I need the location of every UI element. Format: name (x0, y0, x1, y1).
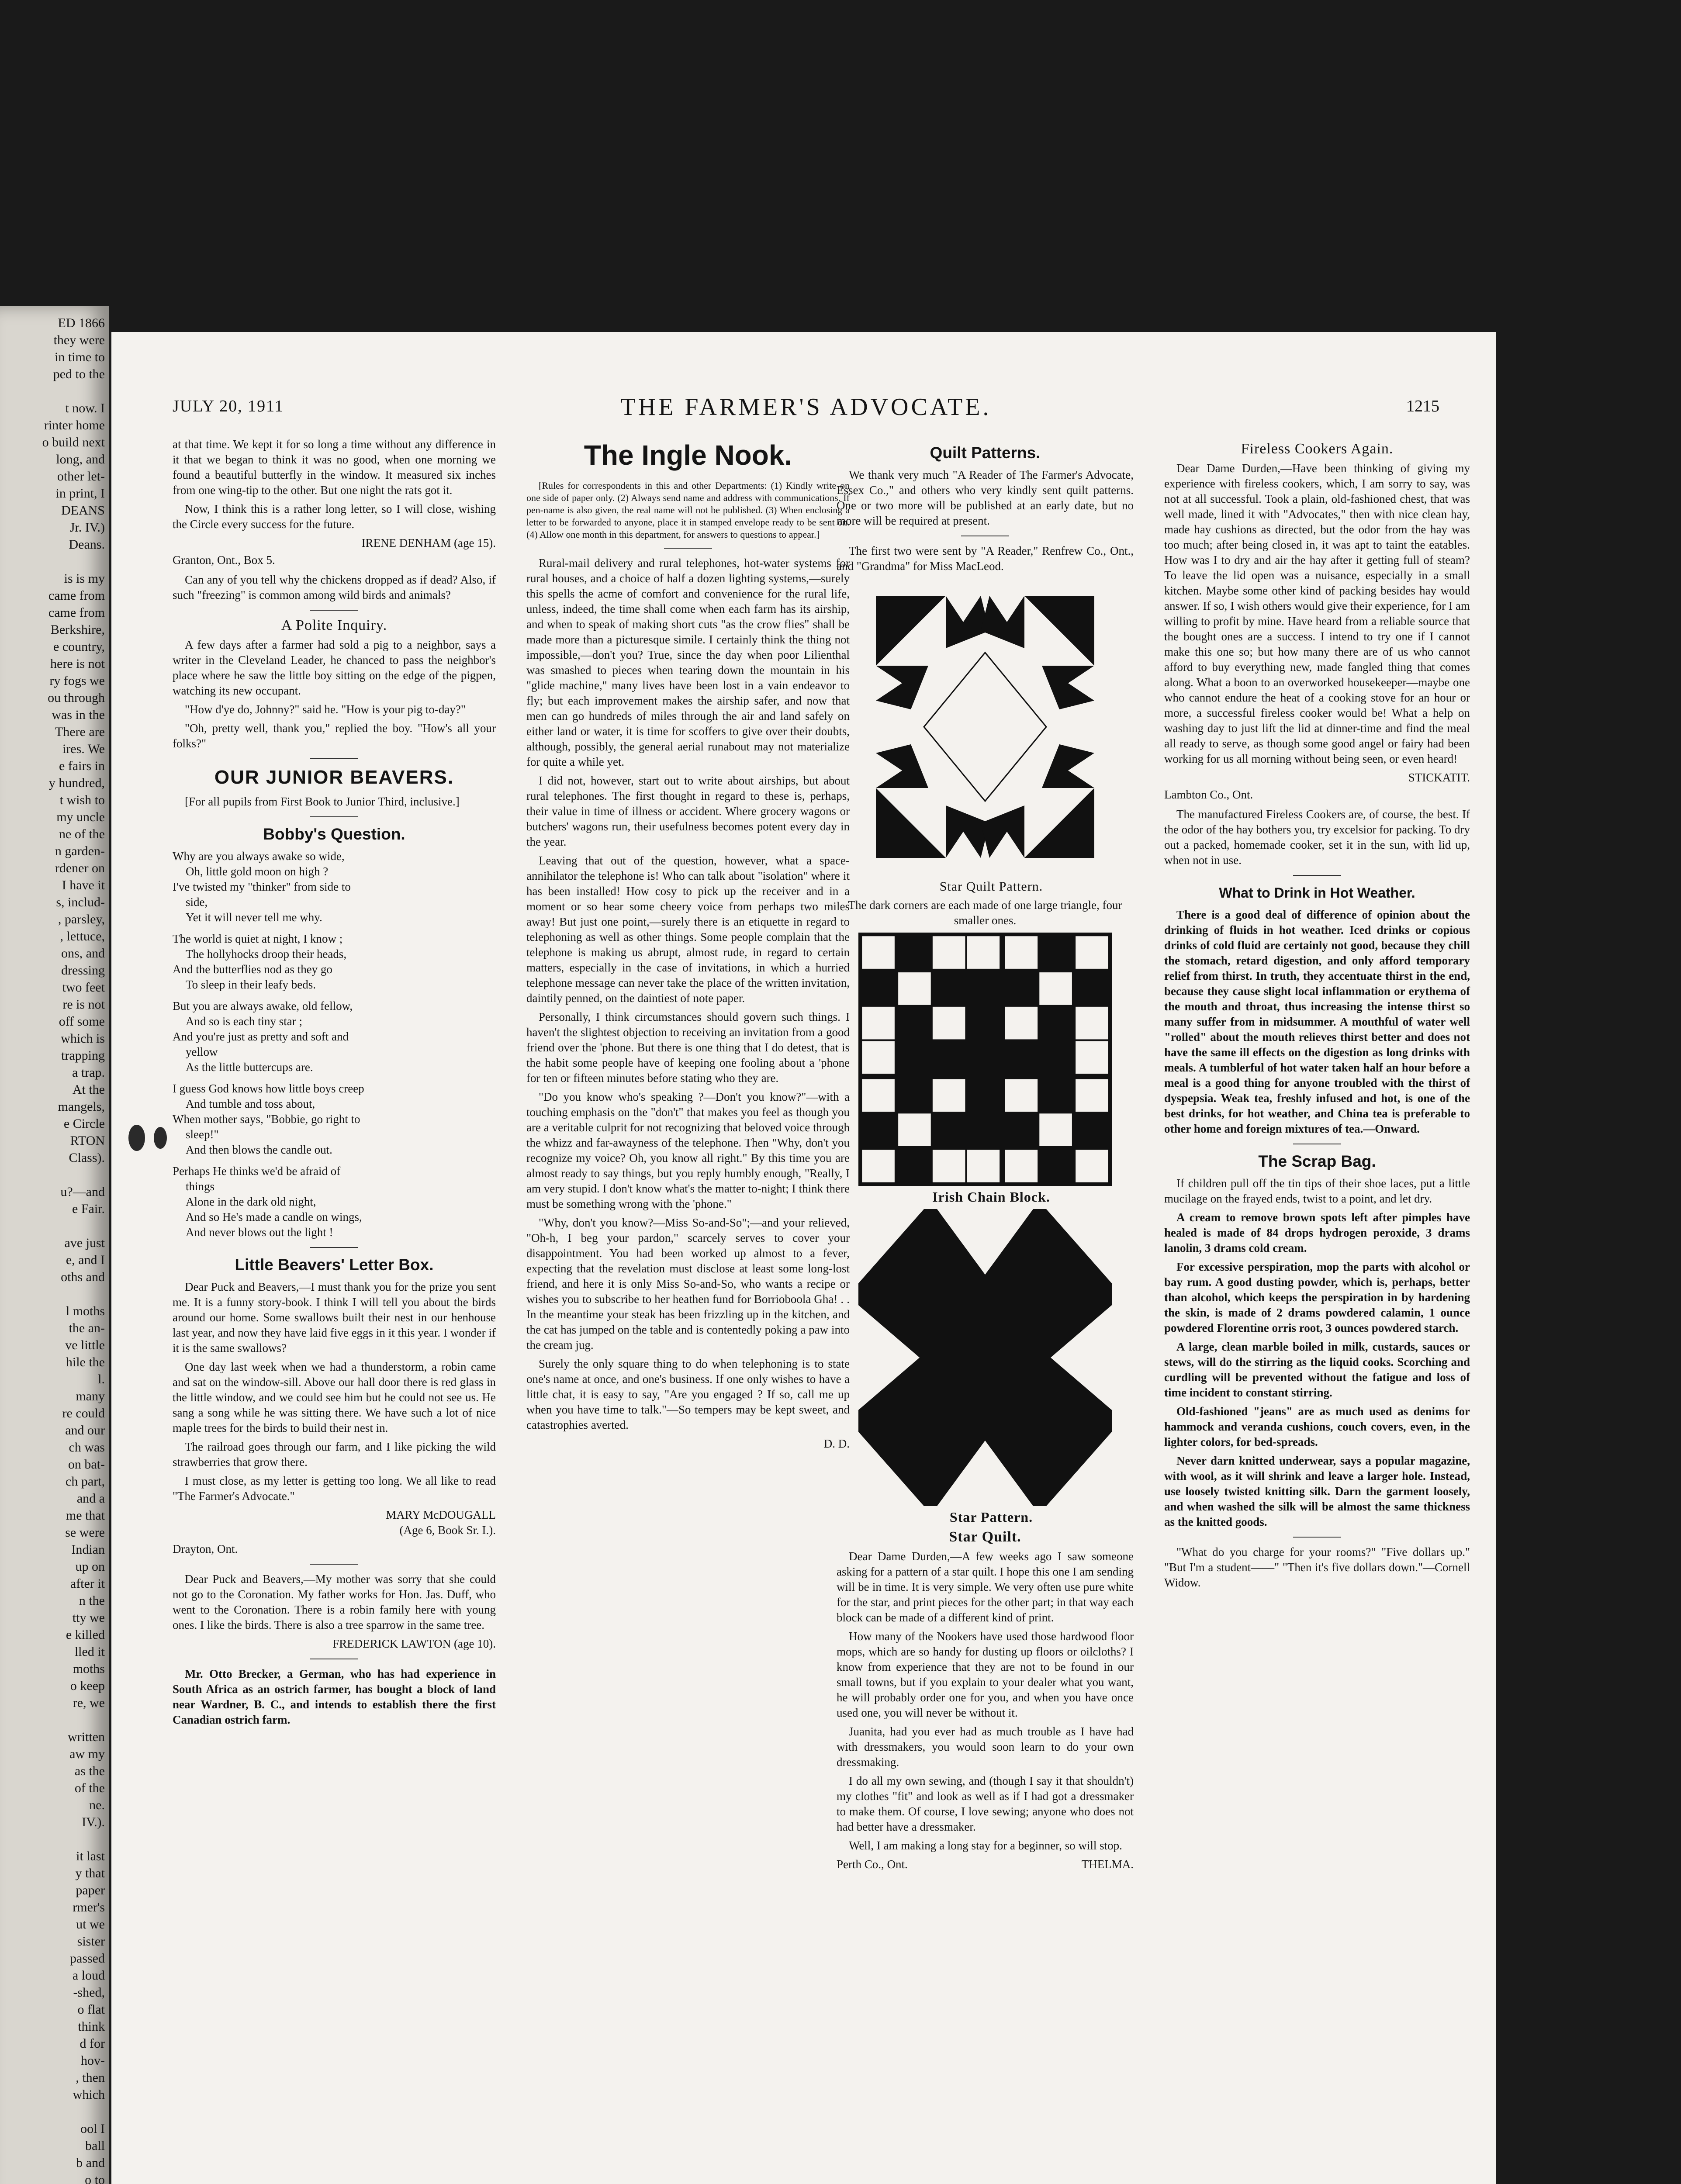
adjacent-page-line: e Fair. (72, 1202, 105, 1216)
adjacent-page-line: re, we (73, 1696, 105, 1710)
divider (1293, 875, 1341, 876)
paragraph: The manufactured Fireless Cookers are, of course, the best. If the odor of the hay bothers you, try excelsior for packing. To dry out a packed, homemade cooker, set it in the sun, with lid up, when not in use. (1164, 808, 1470, 867)
paragraph: We thank very much "A Reader of The Farmer's Advocate, Essex Co.," and others who very kindly sent quilt patterns. One or two more will be published at an early date, but no more will be required at present. (837, 468, 1134, 527)
adjacent-page-line: ED 1866 (58, 316, 105, 330)
paragraph: The first two were sent by "A Reader," Renfrew Co., Ont., and "Grandma" for Miss MacLeod. (837, 544, 1134, 573)
adjacent-page-line: o flat (77, 2002, 105, 2017)
adjacent-page-line: e fairs in (59, 759, 105, 773)
paragraph: Can any of you tell why the chickens dropped as if dead? Also, if such "freezing" is common among wild birds and animals? (173, 573, 496, 601)
adjacent-page-line: me that (66, 1508, 105, 1523)
place-line: Granton, Ont., Box 5. (173, 553, 275, 567)
divider (664, 548, 712, 549)
adjacent-page-line: ve little (65, 1338, 105, 1352)
adjacent-page-line: ons, and (61, 946, 105, 961)
poem-line (173, 1158, 496, 1164)
adjacent-page-line: ped to the (53, 367, 105, 381)
adjacent-page-line: in print, I (55, 486, 105, 501)
adjacent-page-line: and our (65, 1423, 105, 1438)
caption-star-quilt-pattern: Star Quilt Pattern. (939, 879, 1043, 894)
binding-hole (128, 1125, 145, 1151)
poem-line: Why are you always awake so wide, (173, 850, 345, 863)
publication-title: THE FARMER'S ADVOCATE. (620, 394, 992, 421)
adjacent-page-line: RTON (70, 1133, 105, 1148)
adjacent-page-line: ou through (48, 691, 105, 705)
heading-bobbys-question: Bobby's Question. (263, 825, 405, 843)
adjacent-page-line: it last (76, 1849, 105, 1863)
adjacent-page-line: -shed, (73, 1985, 105, 2000)
paragraph: "Do you know who's speaking ?—Don't you know?"—with a touching emphasis on the "don't" that makes you feel as though you are a veritable culprit for not recognizing that beloved voice through the whizz and far-awayness of the telephone. Then "Why, don't you recognize my voice? Oh, you know all right." By this time you are almost ready to say things, but you reply humbly enough, "Really, I am very stupid. I don't know what's the matter to-night; I think there must be something wrong with the 'phone." (526, 1090, 850, 1210)
signature: FREDERICK LAWTON (age 10). (332, 1637, 496, 1650)
caption-star-pattern: Star Pattern. (949, 1509, 1033, 1525)
adjacent-page-line: was in the (52, 708, 105, 722)
adjacent-page-line: lled it (74, 1645, 105, 1659)
column-2 (526, 437, 850, 1453)
adjacent-page-line: came from (48, 605, 105, 620)
paragraph: A few days after a farmer had sold a pig to a neighbor, says a writer in the Cleveland Leader, he chanced to pass the neighbor's place where he saw the little boy sitting on the edge of the pigpen, watching its new occupant. (173, 638, 496, 697)
paragraph: "Why, don't you know?—Miss So-and-So";—and your relieved, "Oh-h, I beg your pardon," scarcely serves to cover your disappointment. You had been worked up almost to a fever, expecting that the revelation must disclose at least some long-lost friend, and here it is only Miss So-and-So, who wants a recipe or wishes you to subscribe to her heathen fund for Borrioboola Gha! . . In the meantime your steak has been frizzling up in the kitchen, and the cat has jumped on the table and is contentedly poking a paw into the cream jug. (526, 1216, 850, 1351)
heading-ingle-nook: The Ingle Nook. (584, 439, 792, 471)
paragraph: Rural-mail delivery and rural telephones, hot-water systems for rural houses, and a choice of half a dozen lighting systems,—surely this spells the acme of comfort and convenience for the rural life, unless, indeed, the time shall come when each farm has its airship, and when to speak of making short cuts "as the crow flies" shall be made more than a picturesque simile. I certainly think the thing not impossible,—don't you? True, since the day when poor Lilienthal was smashed to pieces when tearing down the mountain in his "glide machine," many lives have been lost in a vain endeavor to fly; but each improvement makes the airship safer, and now that men can go hundreds of miles through the air and land safely on either land or water, it is time for scoffers to give over their doubts, although, possibly, the general aerial runabout may not materialize for quite a while yet. (526, 556, 850, 768)
adjacent-page-line: think (78, 2019, 105, 2034)
paragraph: Juanita, had you ever had as much trouble as I have had with dressmakers, you would soon learn to do your own dressmaking. (837, 1725, 1134, 1769)
adjacent-page-line: on bat- (68, 1457, 105, 1472)
poem-line (173, 992, 496, 999)
adjacent-page-line: ut we (76, 1917, 105, 1932)
adjacent-page-line: re could (62, 1406, 105, 1420)
column-3 (837, 437, 1134, 1876)
heading-letter-box: Little Beavers' Letter Box. (235, 1256, 434, 1274)
poem (173, 849, 496, 1240)
heading-junior-beavers: OUR JUNIOR BEAVERS. (214, 767, 454, 788)
adjacent-page-line: e killed (66, 1628, 105, 1642)
signature-age: (Age 6, Book Sr. I.). (399, 1524, 496, 1537)
caption-irish-chain-block: Irish Chain Block. (932, 1189, 1050, 1205)
adjacent-page-line: of the (74, 1781, 105, 1795)
adjacent-page-line: ball (85, 2139, 105, 2153)
poem-line: And tumble and toss about, (186, 1097, 315, 1110)
adjacent-page-line: rinter home (44, 418, 105, 432)
irish-chain-block-illustration (858, 933, 1112, 1186)
signature-name: MARY McDOUGALL (386, 1508, 496, 1521)
adjacent-page-line: , lettuce, (60, 929, 105, 943)
paragraph: Dear Dame Durden,—A few weeks ago I saw someone asking for a pattern of a star quilt. I hope this one I am sending will be in time. It is very simple. We very often use pure white for the star, and print pieces for the other part; in that way each block can be made of a different kind of print. (837, 1550, 1134, 1624)
adjacent-page-line: ires. We (62, 742, 105, 756)
adjacent-page-line: hile the (66, 1355, 105, 1369)
adjacent-page-line: e country, (53, 639, 105, 654)
adjacent-page-line: passed (70, 1951, 105, 1966)
adjacent-page-line: in time to (55, 350, 105, 364)
adjacent-page-line: Deans. (69, 537, 105, 552)
adjacent-page-line: oths and (61, 1270, 105, 1284)
adjacent-page-line: IV.). (82, 1815, 105, 1829)
adjacent-page-line: , parsley, (58, 912, 105, 926)
adjacent-page-line: up on (75, 1559, 105, 1574)
adjacent-page-line: n the (79, 1593, 105, 1608)
paragraph: Well, I am making a long stay for a beginner, so will stop. (849, 1839, 1122, 1852)
paragraph: Leaving that out of the question, however, what a space-annihilator the telephone is! Who can talk about "isolation" where it has been installed! How cosy to pick up the receiver and in a moment or so hear some cheery voice from perhaps two miles away! But just one point,—surely there is an etiquette in regard to telephoning as well as other things. Some people complain that the telephone is making us abrupt, almost rude, in regard to certain matters, especially in the case of invitations, in which a hurried telephone message can never take the place of the written invitation, daintily penned, on the daintiest of note paper. (526, 854, 850, 1005)
poem-line: yellow (186, 1045, 218, 1058)
adjacent-page-line: Berkshire, (50, 622, 105, 637)
issue-date: JULY 20, 1911 (173, 397, 284, 415)
adjacent-page-line: the an- (69, 1321, 105, 1335)
poem-line: The world is quiet at night, I know ; (173, 932, 343, 945)
adjacent-page-line: se were (65, 1525, 105, 1540)
paragraph: Mr. Otto Brecker, a German, who has had experience in South Africa as an ostrich farmer, has bought a block of land near Wardner, B. C., and intends to establish there the first Canadian ostrich farm. (173, 1667, 496, 1726)
binding-hole (154, 1127, 167, 1149)
star-quilt-pattern-illustration (858, 578, 1112, 875)
adjacent-page-fragment (0, 306, 109, 2184)
adjacent-page-line: y that (75, 1866, 105, 1880)
adjacent-page-line: I have it (62, 878, 105, 892)
heading-what-to-drink: What to Drink in Hot Weather. (1219, 885, 1415, 901)
adjacent-page-line: aw my (69, 1747, 105, 1761)
adjacent-page-line: trapping (61, 1048, 105, 1063)
column-1 (173, 437, 496, 1731)
place-line: Drayton, Ont. (173, 1542, 238, 1555)
signature: D. D. (823, 1437, 850, 1450)
page-header (173, 393, 1439, 424)
page-number: 1215 (1406, 397, 1439, 415)
newspaper-page (111, 332, 1496, 2184)
adjacent-page-line: and a (76, 1491, 105, 1506)
signature (173, 1507, 496, 1538)
adjacent-page-line: , then (76, 2070, 105, 2085)
paragraph: One day last week when we had a thunderstorm, a robin came and sat on the window-sill. Above our hall door there is red glass in the little window, and we could see him but he could not see us. He sang a song while he was sitting there. We have such a lot of nice maple trees for the birds to build their nest in. (173, 1360, 496, 1434)
poem-line: And so is each tiny star ; (186, 1015, 302, 1028)
adjacent-page-line: Class). (69, 1151, 105, 1165)
adjacent-page-line: ool I (80, 2122, 105, 2136)
poem-line: Perhaps He thinks we'd be afraid of (173, 1165, 341, 1178)
paragraph: If children pull off the tin tips of their shoe laces, put a little mucilage on the frayed ends, twist to a point, and let dry. (1164, 1177, 1470, 1205)
adjacent-page-line: as the (74, 1764, 105, 1778)
adjacent-page-line: o keep (70, 1679, 105, 1693)
adjacent-page-line: rdener on (55, 861, 105, 875)
signature: THELMA. (1081, 1858, 1134, 1871)
adjacent-page-line: ne of the (59, 827, 105, 841)
poem-line: And you're just as pretty and soft and (173, 1030, 349, 1043)
paragraph: "Oh, pretty well, thank you," replied the boy. "How's all your folks?" (173, 722, 496, 750)
adjacent-page-line: d for (80, 2036, 105, 2051)
paragraph: Never darn knitted underwear, says a popular magazine, with wool, as it will shrink and leave a larger hole. Instead, use loosely twisted knitting silk. Darn the garment loosely, and when washed the silk will be almost the same thickness as the knitted goods. (1164, 1454, 1470, 1528)
divider (310, 1564, 358, 1565)
section-note: [For all pupils from First Book to Junior Third, inclusive.] (185, 795, 460, 808)
divider (310, 1247, 358, 1248)
adjacent-page-line: o build next (42, 435, 105, 449)
adjacent-page-line: moths (73, 1662, 105, 1676)
adjacent-page-line: two feet (62, 980, 105, 995)
caption-note: The dark corners are each made of one large triangle, four smaller ones. (848, 898, 1122, 927)
place-line: Lambton Co., Ont. (1164, 788, 1253, 801)
poem-line: And so He's made a candle on wings, (186, 1210, 362, 1223)
poem-line: But you are always awake, old fellow, (173, 999, 353, 1013)
poem-line: I guess God knows how little boys creep (173, 1082, 364, 1095)
paragraph: Old-fashioned "jeans" are as much used as denims for hammock and veranda cushions, couch covers, even, in the lighter colors, for bed-spreads. (1164, 1405, 1470, 1448)
adjacent-page-line: At the (72, 1082, 105, 1097)
adjacent-page-line: other let- (57, 469, 105, 484)
signature: IRENE DENHAM (age 15). (361, 536, 496, 549)
paragraph: A cream to remove brown spots left after pimples have healed is made of 84 drops hydrogen peroxide, 3 drams lanolin, 3 drams cold cream. (1164, 1211, 1470, 1254)
adjacent-page-line: many (76, 1389, 105, 1403)
paragraph: For excessive perspiration, mop the parts with alcohol or bay rum. A good dusting powder, which is, perhaps, better than alcohol, which keeps the perspiration in by hardening the skin, is made of 2 drams powdered calamin, 1 ounce powdered Florentine orris root, 3 ounces powdered starch. (1164, 1260, 1470, 1334)
paragraph: The railroad goes through our farm, and I like picking the wild strawberries that grow there. (173, 1440, 496, 1469)
adjacent-page-line: ne. (89, 1798, 105, 1812)
adjacent-page-line: l moths (66, 1304, 105, 1318)
adjacent-page-line: tty we (72, 1610, 105, 1625)
star-pattern-illustration (858, 1209, 1112, 1506)
paragraph: I must close, as my letter is getting too long. We all like to read "The Farmer's Advocate." (173, 1474, 496, 1503)
adjacent-page-line: they were (53, 333, 105, 347)
adjacent-page-line: mangels, (58, 1099, 105, 1114)
heading-star-quilt: Star Quilt. (949, 1529, 1021, 1545)
paragraph: I did not, however, start out to write about airships, but about rural telephones. The first thought in regard to these is, perhaps, their value in time of illness or accident. Where grocery wagons or butchers' wagons run, their usefulness becomes potent every day in the year. (526, 774, 850, 848)
adjacent-page-line: dressing (61, 963, 105, 978)
poem-line: The hollyhocks droop their heads, (186, 947, 347, 961)
poem-line (173, 1075, 496, 1081)
adjacent-page-line: ch part, (66, 1474, 105, 1489)
column-4 (1164, 437, 1470, 1594)
adjacent-page-line: a trap. (72, 1065, 105, 1080)
adjacent-page-line: long, and (56, 452, 105, 467)
adjacent-page-line: is is my (64, 571, 105, 586)
adjacent-page-line: o to (85, 2173, 105, 2184)
divider (310, 610, 358, 611)
adjacent-page-line: There are (55, 725, 105, 739)
paragraph: "What do you charge for your rooms?" "Five dollars up." "But I'm a student——" "Then it's five dollars down."—Cornell Widow. (1164, 1545, 1470, 1589)
adjacent-page-line: sister (77, 1934, 105, 1949)
adjacent-page-line: DEANS (61, 503, 105, 518)
adjacent-page-line: off some (59, 1014, 105, 1029)
heading-polite-inquiry: A Polite Inquiry. (281, 617, 387, 633)
poem-line: I've twisted my "thinker" from side to (173, 880, 351, 893)
adjacent-page-line: e Circle (63, 1116, 105, 1131)
paragraph: Personally, I think circumstances should govern such things. I haven't the slightest objection to receiving an invitation from a good friend over the 'phone. But there is one thing that I do detest, that is the habit some people have of keeping one fooling about a 'phone for ten or fifteen minutes before stating who they are. (526, 1010, 850, 1085)
adjacent-page-line: ch was (69, 1440, 105, 1455)
divider (310, 758, 358, 759)
poem-line: And the butterflies nod as they go (173, 963, 332, 976)
place-line: Perth Co., Ont. (837, 1858, 908, 1871)
adjacent-page-line: t wish to (59, 793, 105, 807)
divider (1293, 1537, 1341, 1538)
adjacent-page-line: t now. I (65, 401, 105, 415)
paragraph: Dear Puck and Beavers,—I must thank you for the prize you sent me. It is a funny story-book. I think I will tell you about the birds around our home. Some swallows built their nest in our henhouse last year, and now they have laid five eggs in it this year. I wonder if it is the same swallows? (173, 1280, 496, 1355)
adjacent-page-line: came from (48, 588, 105, 603)
paragraph: "How d'ye do, Johnny?" said he. "How is your pig to-day?" (185, 703, 466, 716)
adjacent-page-line: here is not (50, 657, 105, 671)
poem-line: And never blows out the light ! (186, 1226, 333, 1239)
adjacent-page-line: s, includ- (56, 895, 105, 909)
adjacent-page-line: Jr. IV.) (69, 520, 105, 535)
adjacent-page-line: Indian (71, 1542, 105, 1557)
poem-line: Yet it will never tell me why. (186, 911, 322, 924)
poem-line: As the little buttercups are. (186, 1061, 313, 1074)
adjacent-page-line: hov- (81, 2053, 105, 2068)
adjacent-page-line: l. (98, 1372, 105, 1386)
adjacent-page-line: b and (76, 2156, 105, 2170)
poem-line (173, 925, 496, 931)
adjacent-page-line: after it (70, 1576, 105, 1591)
poem-line: side, (186, 895, 208, 909)
poem-line: To sleep in their leafy beds. (186, 978, 316, 991)
poem-line: Oh, little gold moon on high ? (186, 865, 329, 878)
rules-note: [Rules for correspondents in this and other Departments: (1) Kindly write on one side of paper only. (2) Always send name and address with communications. If pen-name is also given, the real name will not be published. (3) When enclosing a letter to be forwarded to anyone, place it in stamped envelope ready to be sent on. (4) Allow one month in this department, for answers to questions to appear.] (526, 480, 850, 540)
heading-fireless-cookers: Fireless Cookers Again. (1241, 441, 1394, 457)
adjacent-page-line: n garden- (55, 844, 105, 858)
heading-quilt-patterns: Quilt Patterns. (930, 444, 1041, 462)
paragraph: How many of the Nookers have used those hardwood floor mops, which are so handy for dusting up floors or oilcloths? I know from experience that they are not to be found in our small towns, but if you explain to your dealer what you want, he will probably order one for you, and when you have once used one, you will never be without it. (837, 1630, 1134, 1719)
heading-scrap-bag: The Scrap Bag. (1258, 1152, 1376, 1170)
paragraph: There is a good deal of difference of opinion about the drinking of fluids in hot weather. Iced drinks or copious drinks of cold fluid are certainly not good, because they chill the stomach, retard digestion, and only afford temporary relief from thirst. In truth, they accentuate thirst in the end, because they cause slight local inflammation or erythema of the mouth and throat, thus increasing the intense thirst so many suffer from in midsummer. A mouthful of water well "rolled" about the mouth relieves thirst better and does not have the same ill effects on the digestion as long drinks with meals. A tumblerful of hot water taken half an hour before a meal is a good thing for anyone troubled with the thirst of dyspepsia. Weak tea, freshly infused and hot, is one of the best drinks, for hot weather, and China tea is preferable to other home and foreign mixtures of tea.—Onward. (1164, 908, 1470, 1135)
signature: STICKATIT. (1408, 771, 1470, 784)
paragraph: at that time. We kept it for so long a time without any difference in it that we began to think it was no good, when one morning we found a beautiful butterfly in the window. It measured six inches from one wing-tip to the other. But one night the rats got it. (173, 438, 496, 497)
paragraph: Dear Dame Durden,—Have been thinking of giving my experience with fireless cookers, which, I am sorry to say, was not at all successful. Took a plain, old-fashioned chest, that was well made, lined it with "Advocates," then with nice clean hay, made hay cushions as directed, but the odor from the hay was too much; after being closed in, it was apt to taint the eatables. How was I to dry and air the hay after it getting full of steam? To leave the lid open was a nuisance, especially in a small kitchen. Maybe some other kind of packing besides hay would answer. If so, I wish others would give their experience, for I am willing to profit by mine. Have heard from a reliable source that the bought ones are a success. I intend to try one if I cannot make this one so; but how many there are of us who cannot afford to buy everything new, made fangled thing that comes along. What a boon to an overworked housekeeper—maybe one who cannot endure the heat of a cooking stove for an hour or more, a successful fireless cooker would be! What a help on washing day to just lift the lid at dinner-time and find the meal all ready to serve, as though some good angel or fairy had been working for us all morning without being seen, or even heard! (1164, 462, 1470, 765)
signature-line (837, 1857, 1134, 1872)
paragraph: Surely the only square thing to do when telephoning is to state one's name at once, and one's business. If one only wishes to have a little chat, it is easy to say, "Are you engaged ? If so, call me up when you have time to talk."—So tempers may be kept sweet, and catastrophies averted. (526, 1357, 850, 1431)
adjacent-page-line: my uncle (56, 810, 105, 824)
adjacent-page-line: which (73, 2087, 105, 2102)
paragraph: Now, I think this is a rather long letter, so I will close, wishing the Circle every success for the future. (173, 502, 496, 531)
adjacent-page-line: ave just (64, 1236, 105, 1250)
divider (310, 816, 358, 817)
adjacent-page-line: paper (76, 1883, 105, 1897)
paragraph: Dear Puck and Beavers,—My mother was sorry that she could not go to the Coronation. My father works for Hon. Jas. Duff, who went to the Coronation. There is a robin family here with young ones. I like the birds. There is also a tree sparrow in the same tree. (173, 1572, 496, 1631)
adjacent-page-line: u?—and (60, 1185, 105, 1199)
adjacent-page-line: y hundred, (48, 776, 105, 790)
adjacent-page-line: a loud (72, 1968, 105, 1983)
paragraph: I do all my own sewing, and (though I say it that shouldn't) my clothes "fit" and look as well as if I had got a dressmaker to make them. Of course, I love sewing; anyone who does not had better have a dressmaker. (837, 1774, 1134, 1833)
adjacent-page-line: re is not (62, 997, 105, 1012)
adjacent-page-line: rmer's (73, 1900, 105, 1914)
adjacent-page-line: ry fogs we (49, 674, 105, 688)
poem-line: When mother says, "Bobbie, go right to (173, 1113, 360, 1126)
poem-line: Alone in the dark old night, (186, 1195, 316, 1208)
adjacent-page-line: which is (61, 1031, 105, 1046)
paragraph: A large, clean marble boiled in milk, custards, sauces or stews, will do the stirring as the liquid cooks. Scorching and curdling will be prevented without the fatigue and loss of time incident to constant stirring. (1164, 1340, 1470, 1399)
poem-line: sleep!" (186, 1128, 219, 1141)
poem-line: things (186, 1180, 215, 1193)
adjacent-page-line: e, and I (66, 1253, 105, 1267)
poem-line: And then blows the candle out. (186, 1143, 332, 1156)
adjacent-page-line: written (68, 1730, 105, 1744)
